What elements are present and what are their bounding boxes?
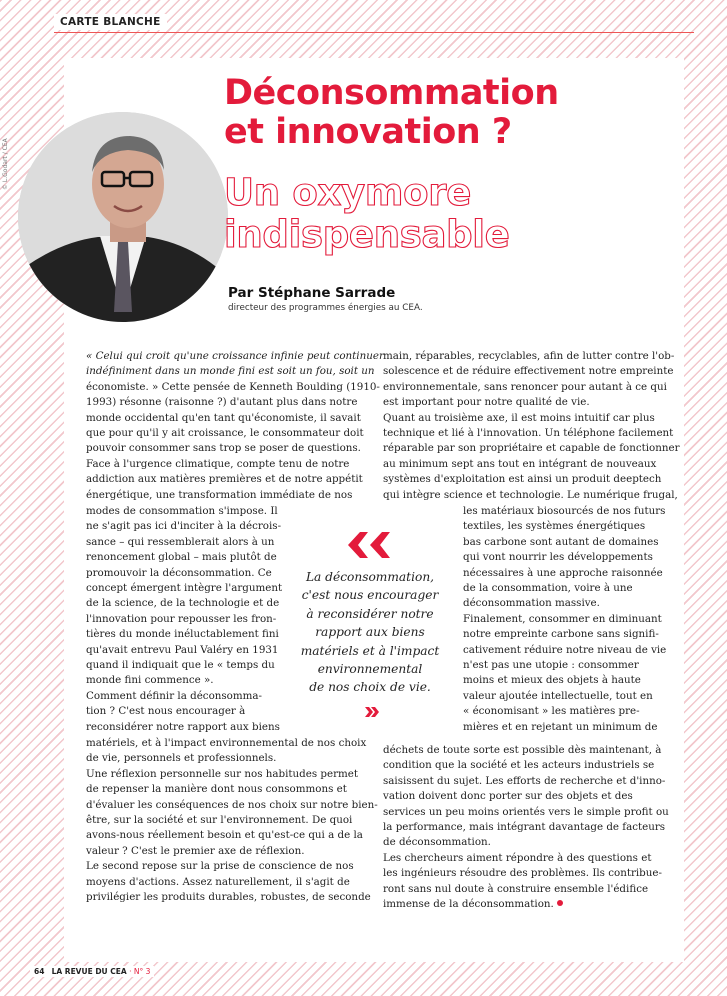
- end-mark-icon: [557, 900, 563, 906]
- publication-name: LA REVUE DU CEA: [51, 967, 127, 976]
- text-line: promouvoir la déconsommation. Ce: [86, 566, 272, 579]
- author-portrait: [18, 112, 228, 322]
- text-line: Une réflexion personnelle sur nos habitudes permet: [86, 767, 359, 780]
- quote-line: environnemental: [317, 662, 423, 677]
- text-line: notre empreinte carbone sans signifi-: [463, 628, 659, 641]
- title-line-1: Déconsommation: [224, 73, 559, 113]
- text-line: les ingénieurs résoudre des problèmes. Ils contribue-: [383, 867, 662, 880]
- text-line: modes de consommation s'impose. Il: [86, 505, 278, 517]
- text-line: énergétique, une transformation immédiate de nos: [86, 488, 353, 501]
- text-line: qui vont nourrir les développements: [463, 551, 653, 564]
- portrait-illustration: [18, 112, 228, 322]
- column-2-bottom: [383, 743, 669, 912]
- text-line: « économisant » les matières pre-: [463, 705, 640, 718]
- text-line: systèmes d'exploitation est ainsi un produit deeptech: [383, 473, 662, 486]
- text-line: tion ? C'est nous encourager à: [86, 705, 246, 718]
- text-line: nécessaires à une approche raisonnée: [463, 566, 663, 579]
- text-line: mières et en rejetant un minimum de: [463, 720, 658, 733]
- text-line: services un peu moins orientés vers le simple profit ou: [383, 805, 669, 818]
- text-line: indéfiniment dans un monde fini est soit un fou, soit un: [86, 365, 375, 378]
- text-line: de vie, personnels et professionnels.: [86, 752, 277, 765]
- text-line: Face à l'urgence climatique, compte tenu de notre: [86, 457, 350, 470]
- subtitle-line-2: indispensable: [224, 213, 510, 256]
- column-1-wrap: [86, 504, 283, 735]
- issue-number: · N° 3: [129, 967, 151, 976]
- text-line: avons-nous réellement besoin et qu'est-ce qui a de la: [86, 829, 363, 842]
- text-line: renoncement global – mais plutôt de: [86, 551, 277, 564]
- text-line: valeur ajoutée intellectuelle, tout en: [463, 689, 653, 702]
- text-line: monde occidental qu'en tant qu'économiste, il savait: [86, 411, 361, 424]
- article-title: [224, 74, 559, 152]
- text-line: valeur ? C'est le premier axe de réflexion.: [86, 844, 305, 857]
- text-line: Finalement, consommer en diminuant: [463, 612, 662, 625]
- text-line: n'est pas une utopie : consommer: [463, 659, 639, 672]
- text-line: Le second repose sur la prise de conscience de nos: [86, 860, 354, 873]
- text-line: la performance, mais intégrant davantage de facteurs: [383, 821, 666, 834]
- text-line: quand il indiquait que le « temps du: [86, 659, 275, 672]
- page-footer: [30, 966, 154, 977]
- text-line: « Celui qui croit qu'une croissance infinie peut continuer: [86, 350, 384, 362]
- text-line: Les chercheurs aiment répondre à des questions et: [383, 851, 652, 864]
- text-line: est important pour notre qualité de vie.: [383, 396, 590, 409]
- text-line: addiction aux matières premières et de notre appétit: [86, 473, 363, 486]
- open-quote-icon: [346, 530, 394, 560]
- quote-line: de nos choix de vie.: [309, 680, 431, 695]
- text-line: ne s'agit pas ici d'inciter à la décrois-: [86, 520, 282, 533]
- article-subtitle: [224, 172, 510, 256]
- text-line: vation doivent donc porter sur des objets et des: [383, 790, 633, 803]
- text-line: matériels, et à l'impact environnemental de nos choix: [86, 737, 367, 749]
- text-line: 1993) résonne (raisonne ?) d'autant plus dans notre: [86, 396, 358, 409]
- text-line: déchets de toute sorte est possible dès maintenant, à: [383, 744, 662, 756]
- text-line: l'innovation pour repousser les fron-: [86, 612, 277, 625]
- text-line: bas carbone sont autant de domaines: [463, 535, 659, 548]
- text-line: reconsidérer notre rapport aux biens: [86, 720, 280, 733]
- text-line-final: immense de la déconsommation.: [383, 898, 554, 911]
- text-line: réparable par son propriétaire et capable de fonctionner: [383, 442, 680, 455]
- text-line: technique et lié à l'innovation. Un téléphone facilement: [383, 427, 674, 440]
- quote-line: La déconsommation,: [305, 570, 435, 584]
- quote-line: c'est nous encourager: [301, 588, 439, 603]
- text-line: [383, 897, 663, 912]
- text-line: déconsommation massive.: [463, 597, 600, 610]
- column-1-bottom: [86, 736, 378, 905]
- text-line: cativement réduire notre niveau de vie: [463, 643, 667, 656]
- text-line: main, réparables, recyclables, afin de lutter contre l'ob-: [383, 350, 675, 362]
- author-name: Par Stéphane Sarrade: [228, 285, 396, 301]
- title-line-2: et innovation ?: [224, 112, 512, 152]
- text-line: tières du monde inéluctablement fini: [86, 628, 279, 641]
- text-line: ront sans nul doute à construire ensemble l'édifice: [383, 882, 649, 895]
- column-1-top: [86, 349, 384, 503]
- quote-line: à reconsidérer notre: [306, 606, 434, 621]
- photo-credit: © L.Godart / CEA: [2, 138, 9, 190]
- column-2-wrap: [463, 504, 667, 735]
- pull-quote-text: [290, 568, 450, 697]
- text-line: monde fini commence ».: [86, 674, 214, 687]
- text-line: solescence et de réduire effectivement notre empreinte: [383, 365, 674, 378]
- header-rule: [54, 32, 694, 33]
- text-line: au minimum sept ans tout en intégrant de nouveaux: [383, 457, 657, 470]
- text-line: saisissent du sujet. Les efforts de recherche et d'inno-: [383, 774, 666, 787]
- text-line: de la science, de la technologie et de: [86, 597, 280, 610]
- page-number: 64: [34, 967, 45, 976]
- text-line: moins et mieux des objets à haute: [463, 674, 641, 687]
- text-line: privilégier les produits durables, robustes, de seconde: [86, 891, 371, 904]
- text-line: de la consommation, voire à une: [463, 582, 633, 595]
- subtitle-line-1: Un oxymore: [224, 171, 471, 214]
- close-quote-icon: [364, 706, 380, 718]
- text-line: qu'avait entrevu Paul Valéry en 1931: [86, 643, 279, 656]
- text-line: Comment définir la déconsomma-: [86, 689, 263, 702]
- column-2-top: [383, 349, 680, 503]
- section-label: CARTE BLANCHE: [54, 14, 167, 30]
- text-line: économiste. » Cette pensée de Kenneth Boulding (1910-: [86, 380, 380, 393]
- quote-line: rapport aux biens: [315, 625, 425, 640]
- text-line: que pour qu'il y ait croissance, le consommateur doit: [86, 427, 364, 440]
- text-line: d'évaluer les conséquences de nos choix sur notre bien-: [86, 798, 378, 811]
- text-line: Quant au troisième axe, il est moins intuitif car plus: [383, 411, 655, 424]
- text-line: de repenser la manière dont nous consommons et: [86, 783, 347, 796]
- author-role: directeur des programmes énergies au CEA.: [228, 303, 423, 313]
- text-line: environnementale, sans renoncer pour autant à ce qui: [383, 380, 667, 393]
- quote-line: matériels et à l'impact: [300, 643, 440, 658]
- text-line: pouvoir consommer sans trop se poser de questions.: [86, 442, 361, 455]
- text-line: être, sur la société et sur l'environnement. De quoi: [86, 814, 353, 827]
- text-line: concept émergent intègre l'argument: [86, 582, 283, 595]
- text-line: les matériaux biosourcés de nos futurs: [463, 505, 666, 517]
- text-line: sance – qui ressemblerait alors à un: [86, 535, 275, 548]
- text-line: de déconsommation.: [383, 836, 491, 849]
- text-line: condition que la société et les acteurs industriels se: [383, 759, 655, 772]
- text-line: textiles, les systèmes énergétiques: [463, 520, 646, 533]
- text-line: moyens d'actions. Assez naturellement, il s'agit de: [86, 875, 350, 888]
- text-line: qui intègre science et technologie. Le numérique frugal,: [383, 488, 678, 501]
